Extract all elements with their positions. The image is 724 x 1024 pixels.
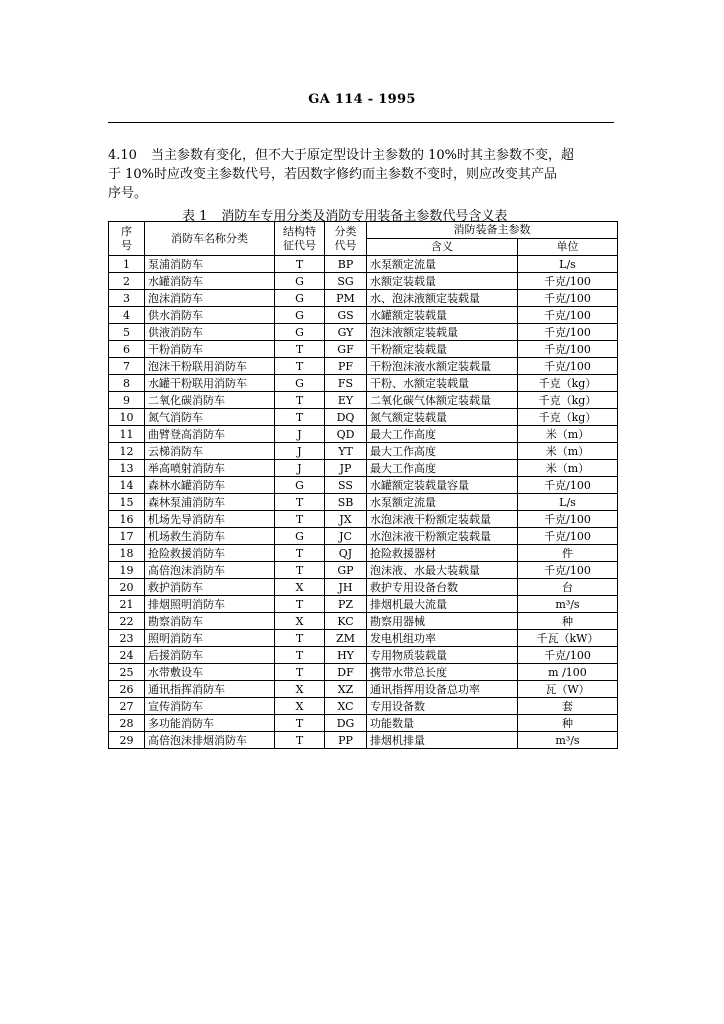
- cell-structure-code: T: [275, 392, 325, 409]
- cell-meaning: 水泡沫液干粉额定装载量: [367, 528, 518, 545]
- cell-meaning: 发电机组功率: [367, 630, 518, 647]
- cell-structure-code: T: [275, 647, 325, 664]
- cell-vehicle-name: 后援消防车: [145, 647, 275, 664]
- cell-seq: 27: [109, 698, 145, 715]
- cell-unit: m³/s: [518, 596, 618, 613]
- cell-structure-code: G: [275, 290, 325, 307]
- cell-meaning: 氮气额定装载量: [367, 409, 518, 426]
- cell-vehicle-name: 森林水罐消防车: [145, 477, 275, 494]
- table-row: [109, 460, 618, 477]
- cell-meaning: 干粉额定装载量: [367, 341, 518, 358]
- cell-vehicle-name: 通讯指挥消防车: [145, 681, 275, 698]
- cell-seq: 29: [109, 732, 145, 749]
- cell-meaning: 通讯指挥用设备总功率: [367, 681, 518, 698]
- cell-vehicle-name: 水罐消防车: [145, 273, 275, 290]
- table-row: [109, 579, 618, 596]
- cell-class-code: PZ: [325, 596, 367, 613]
- cell-meaning: 最大工作高度: [367, 426, 518, 443]
- table-row: [109, 715, 618, 732]
- cell-vehicle-name: 水罐干粉联用消防车: [145, 375, 275, 392]
- cell-vehicle-name: 供水消防车: [145, 307, 275, 324]
- header-divider: [108, 122, 614, 123]
- cell-unit: 千克/100: [518, 562, 618, 579]
- standard-number: GA 114 - 1995: [308, 92, 416, 107]
- cell-vehicle-name: 高倍泡沫消防车: [145, 562, 275, 579]
- cell-seq: 13: [109, 460, 145, 477]
- table-row: [109, 443, 618, 460]
- table-row: [109, 613, 618, 630]
- cell-vehicle-name: 水带敷设车: [145, 664, 275, 681]
- table-row: [109, 409, 618, 426]
- cell-unit: 瓦（W）: [518, 681, 618, 698]
- cell-vehicle-name: 森林泵浦消防车: [145, 494, 275, 511]
- cell-structure-code: T: [275, 562, 325, 579]
- cell-vehicle-name: 二氧化碳消防车: [145, 392, 275, 409]
- cell-unit: 米（m）: [518, 443, 618, 460]
- cell-meaning: 最大工作高度: [367, 460, 518, 477]
- cell-class-code: HY: [325, 647, 367, 664]
- cell-vehicle-name: 救护消防车: [145, 579, 275, 596]
- cell-meaning: 水、泡沫液额定装载量: [367, 290, 518, 307]
- cell-class-code: SS: [325, 477, 367, 494]
- table-row: [109, 477, 618, 494]
- table-row: [109, 341, 618, 358]
- header-vehicle-name: 消防车名称分类: [145, 222, 275, 256]
- cell-class-code: KC: [325, 613, 367, 630]
- table-row: [109, 256, 618, 273]
- cell-vehicle-name: 机场救生消防车: [145, 528, 275, 545]
- cell-structure-code: J: [275, 460, 325, 477]
- cell-meaning: 干粉泡沫液水额定装载量: [367, 358, 518, 375]
- cell-seq: 25: [109, 664, 145, 681]
- table-row: [109, 511, 618, 528]
- table-row: [109, 630, 618, 647]
- cell-class-code: YT: [325, 443, 367, 460]
- table-row: [109, 494, 618, 511]
- clause-paragraph: [108, 146, 614, 203]
- header-class-code-bottom: 代号: [334, 238, 357, 252]
- cell-unit: 米（m）: [518, 426, 618, 443]
- cell-meaning: 泡沫液、水最大装载量: [367, 562, 518, 579]
- cell-structure-code: X: [275, 681, 325, 698]
- cell-meaning: 最大工作高度: [367, 443, 518, 460]
- cell-class-code: SG: [325, 273, 367, 290]
- cell-structure-code: J: [275, 443, 325, 460]
- cell-vehicle-name: 举高喷射消防车: [145, 460, 275, 477]
- cell-class-code: DQ: [325, 409, 367, 426]
- cell-unit: 米（m）: [518, 460, 618, 477]
- cell-meaning: 水泵额定流量: [367, 494, 518, 511]
- table-row: [109, 664, 618, 681]
- cell-seq: 1: [109, 256, 145, 273]
- cell-unit: 千克（kg）: [518, 392, 618, 409]
- header-structure-code-top: 结构特: [283, 224, 316, 238]
- table-row: [109, 562, 618, 579]
- clause-line-1: [108, 146, 614, 165]
- cell-vehicle-name: 排烟照明消防车: [145, 596, 275, 613]
- cell-class-code: DF: [325, 664, 367, 681]
- cell-class-code: EY: [325, 392, 367, 409]
- cell-class-code: FS: [325, 375, 367, 392]
- cell-seq: 14: [109, 477, 145, 494]
- table-row: [109, 681, 618, 698]
- table-caption-title: 消防车专用分类及消防专用装备主参数代号含义表: [221, 209, 508, 224]
- table-row: [109, 732, 618, 749]
- cell-class-code: JH: [325, 579, 367, 596]
- cell-seq: 23: [109, 630, 145, 647]
- cell-meaning: 水泡沫液干粉额定装载量: [367, 511, 518, 528]
- cell-vehicle-name: 供液消防车: [145, 324, 275, 341]
- parameter-code-table: [108, 221, 618, 749]
- table-row: [109, 324, 618, 341]
- cell-class-code: GS: [325, 307, 367, 324]
- cell-class-code: DG: [325, 715, 367, 732]
- cell-vehicle-name: 抢险救援消防车: [145, 545, 275, 562]
- cell-seq: 17: [109, 528, 145, 545]
- cell-unit: L/s: [518, 256, 618, 273]
- header-seq-bottom: 号: [121, 238, 132, 252]
- cell-unit: 千克/100: [518, 511, 618, 528]
- cell-class-code: PF: [325, 358, 367, 375]
- cell-unit: 套: [518, 698, 618, 715]
- cell-seq: 7: [109, 358, 145, 375]
- cell-unit: 种: [518, 613, 618, 630]
- cell-vehicle-name: 高倍泡沫排烟消防车: [145, 732, 275, 749]
- cell-class-code: BP: [325, 256, 367, 273]
- cell-class-code: QD: [325, 426, 367, 443]
- table-row: [109, 358, 618, 375]
- cell-seq: 19: [109, 562, 145, 579]
- cell-structure-code: T: [275, 596, 325, 613]
- cell-unit: 台: [518, 579, 618, 596]
- cell-meaning: 专用设备数: [367, 698, 518, 715]
- header-structure-code-bottom: 征代号: [283, 238, 316, 252]
- clause-line-2: 于 10%时应改变主参数代号，若因数字修约而主参数不变时，则应改变其产品: [108, 167, 558, 182]
- cell-meaning: 勘察用器械: [367, 613, 518, 630]
- cell-vehicle-name: 干粉消防车: [145, 341, 275, 358]
- cell-meaning: 功能数量: [367, 715, 518, 732]
- cell-vehicle-name: 曲臂登高消防车: [145, 426, 275, 443]
- cell-structure-code: G: [275, 324, 325, 341]
- cell-vehicle-name: 机场先导消防车: [145, 511, 275, 528]
- cell-class-code: PP: [325, 732, 367, 749]
- clause-line-3: 序号。: [108, 186, 148, 201]
- cell-seq: 12: [109, 443, 145, 460]
- cell-unit: 千瓦（kW）: [518, 630, 618, 647]
- cell-seq: 10: [109, 409, 145, 426]
- header-seq: [109, 222, 145, 256]
- cell-vehicle-name: 泡沫消防车: [145, 290, 275, 307]
- cell-vehicle-name: 云梯消防车: [145, 443, 275, 460]
- clause-text-1: 当主参数有变化，但不大于原定型设计主参数的 10%时其主参数不变，超: [150, 148, 574, 163]
- cell-structure-code: T: [275, 409, 325, 426]
- cell-structure-code: G: [275, 375, 325, 392]
- table-row: [109, 290, 618, 307]
- cell-unit: 件: [518, 545, 618, 562]
- header-structure-code: [275, 222, 325, 256]
- cell-seq: 26: [109, 681, 145, 698]
- cell-vehicle-name: 宣传消防车: [145, 698, 275, 715]
- cell-unit: 千克/100: [518, 358, 618, 375]
- cell-seq: 2: [109, 273, 145, 290]
- table-row: [109, 647, 618, 664]
- cell-seq: 15: [109, 494, 145, 511]
- cell-seq: 11: [109, 426, 145, 443]
- cell-meaning: 水罐额定装载量容量: [367, 477, 518, 494]
- cell-class-code: SB: [325, 494, 367, 511]
- cell-structure-code: G: [275, 307, 325, 324]
- table-row: [109, 375, 618, 392]
- cell-class-code: JC: [325, 528, 367, 545]
- header-main-parameter: 消防装备主参数: [367, 222, 618, 239]
- header-seq-top: 序: [121, 224, 132, 238]
- cell-vehicle-name: 泡沫干粉联用消防车: [145, 358, 275, 375]
- header-meaning: 含义: [367, 239, 518, 256]
- cell-seq: 22: [109, 613, 145, 630]
- cell-unit: 千克/100: [518, 477, 618, 494]
- cell-class-code: QJ: [325, 545, 367, 562]
- cell-structure-code: T: [275, 715, 325, 732]
- cell-unit: 千克/100: [518, 307, 618, 324]
- table-row: [109, 307, 618, 324]
- cell-unit: 千克（kg）: [518, 375, 618, 392]
- cell-structure-code: T: [275, 256, 325, 273]
- table-caption-number: 表 1: [182, 209, 208, 224]
- cell-class-code: ZM: [325, 630, 367, 647]
- table-body: [109, 256, 618, 749]
- cell-meaning: 干粉、水额定装载量: [367, 375, 518, 392]
- cell-vehicle-name: 多功能消防车: [145, 715, 275, 732]
- cell-unit: 千克/100: [518, 273, 618, 290]
- cell-meaning: 水额定装载量: [367, 273, 518, 290]
- table-row: [109, 426, 618, 443]
- table-row: [109, 545, 618, 562]
- cell-class-code: XZ: [325, 681, 367, 698]
- cell-structure-code: T: [275, 545, 325, 562]
- cell-structure-code: T: [275, 732, 325, 749]
- cell-vehicle-name: 氮气消防车: [145, 409, 275, 426]
- cell-meaning: 二氧化碳气体额定装载量: [367, 392, 518, 409]
- cell-unit: 种: [518, 715, 618, 732]
- cell-structure-code: G: [275, 528, 325, 545]
- cell-unit: 千克/100: [518, 290, 618, 307]
- table-row: [109, 698, 618, 715]
- header-class-code: [325, 222, 367, 256]
- clause-number: 4.10: [108, 148, 137, 163]
- cell-structure-code: G: [275, 273, 325, 290]
- cell-unit: 千克/100: [518, 647, 618, 664]
- cell-seq: 4: [109, 307, 145, 324]
- cell-vehicle-name: 泵浦消防车: [145, 256, 275, 273]
- cell-structure-code: T: [275, 494, 325, 511]
- cell-class-code: GP: [325, 562, 367, 579]
- cell-unit: L/s: [518, 494, 618, 511]
- cell-seq: 24: [109, 647, 145, 664]
- cell-seq: 3: [109, 290, 145, 307]
- cell-meaning: 泡沫液额定装载量: [367, 324, 518, 341]
- cell-unit: 千克（kg）: [518, 409, 618, 426]
- cell-class-code: XC: [325, 698, 367, 715]
- cell-structure-code: T: [275, 341, 325, 358]
- cell-seq: 21: [109, 596, 145, 613]
- cell-meaning: 抢险救援器材: [367, 545, 518, 562]
- cell-vehicle-name: 勘察消防车: [145, 613, 275, 630]
- cell-structure-code: T: [275, 358, 325, 375]
- cell-seq: 20: [109, 579, 145, 596]
- cell-unit: m /100: [518, 664, 618, 681]
- table-row: [109, 273, 618, 290]
- cell-class-code: GY: [325, 324, 367, 341]
- cell-seq: 16: [109, 511, 145, 528]
- header-unit: 单位: [518, 239, 618, 256]
- cell-meaning: 携带水带总长度: [367, 664, 518, 681]
- cell-structure-code: X: [275, 579, 325, 596]
- cell-unit: m³/s: [518, 732, 618, 749]
- cell-meaning: 救护专用设备台数: [367, 579, 518, 596]
- cell-class-code: GF: [325, 341, 367, 358]
- cell-seq: 9: [109, 392, 145, 409]
- cell-meaning: 水罐额定装载量: [367, 307, 518, 324]
- cell-class-code: PM: [325, 290, 367, 307]
- cell-meaning: 水泵额定流量: [367, 256, 518, 273]
- table-row: [109, 392, 618, 409]
- cell-seq: 18: [109, 545, 145, 562]
- cell-seq: 8: [109, 375, 145, 392]
- cell-class-code: JX: [325, 511, 367, 528]
- cell-structure-code: G: [275, 477, 325, 494]
- cell-unit: 千克/100: [518, 528, 618, 545]
- cell-seq: 28: [109, 715, 145, 732]
- cell-vehicle-name: 照明消防车: [145, 630, 275, 647]
- cell-structure-code: T: [275, 664, 325, 681]
- cell-seq: 6: [109, 341, 145, 358]
- table-row: [109, 596, 618, 613]
- cell-class-code: JP: [325, 460, 367, 477]
- cell-unit: 千克/100: [518, 341, 618, 358]
- cell-seq: 5: [109, 324, 145, 341]
- cell-unit: 千克/100: [518, 324, 618, 341]
- table-row: [109, 528, 618, 545]
- cell-structure-code: J: [275, 426, 325, 443]
- cell-meaning: 专用物质装载量: [367, 647, 518, 664]
- header-class-code-top: 分类: [334, 224, 357, 238]
- cell-structure-code: T: [275, 511, 325, 528]
- cell-structure-code: X: [275, 613, 325, 630]
- cell-meaning: 排烟机最大流量: [367, 596, 518, 613]
- cell-structure-code: T: [275, 630, 325, 647]
- cell-structure-code: X: [275, 698, 325, 715]
- cell-meaning: 排烟机排量: [367, 732, 518, 749]
